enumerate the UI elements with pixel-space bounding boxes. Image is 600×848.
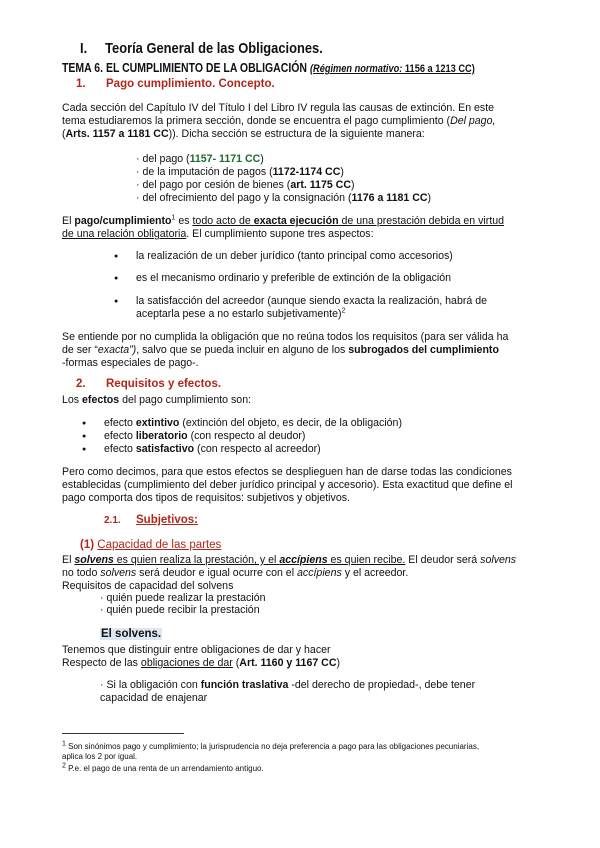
definition-line-2: de una relación obligatoria. El cumplimiento supone tres aspectos: bbox=[62, 228, 374, 240]
footnote-2: $^2$ P.e. el pago de una renta de un arrendamiento antiguo. bbox=[62, 762, 264, 773]
capacidad-title: Requisitos de capacidad del solvens bbox=[62, 580, 234, 592]
intro-line-1: Cada sección del Capítulo IV del Título I del Libro IV regula las causas de extinción. En este bbox=[62, 102, 495, 114]
regimen-label: (Régimen normativo: bbox=[309, 63, 403, 75]
chapter-heading bbox=[80, 40, 323, 57]
capacidad-item: · quién puede realizar la prestación bbox=[100, 592, 266, 604]
requisitos-line-3: pago comporta dos tipos de requisitos: subjetivos y objetivos. bbox=[62, 492, 350, 504]
section-number: (1) bbox=[80, 539, 95, 551]
requisitos-line-1: Pero como decimos, para que estos efectos se desplieguen han de darse todas las condiciones bbox=[62, 466, 512, 478]
section-title: Requisitos y efectos. bbox=[106, 378, 222, 390]
aspect-item-continued: aceptarla pese a no estarlo subjetivamente)$^2$ bbox=[136, 307, 346, 320]
section-number: 2.1. bbox=[104, 515, 121, 526]
structure-item: · del ofrecimiento del pago y la consignación (1176 a 1181 CC) bbox=[136, 192, 432, 204]
section-title: Capacidad de las partes bbox=[97, 539, 222, 551]
chapter-number: I. bbox=[80, 40, 88, 57]
footnote-ref-1: 1 bbox=[171, 214, 176, 222]
solvens-def-line-1: El solvens es quien realiza la prestación, y el accípiens es quien recibe. El deudor será solvens bbox=[62, 554, 517, 566]
footnote-separator bbox=[62, 733, 184, 734]
intro-line-3: (Arts. 1157 a 1181 CC)). Dicha sección se estructura de la siguiente manera: bbox=[62, 128, 425, 140]
efectos-intro: Los efectos del pago cumplimiento son: bbox=[62, 394, 252, 406]
section-1-heading bbox=[76, 78, 275, 91]
chapter-title: Teoría General de las Obligaciones. bbox=[105, 40, 323, 57]
aspect-item: ● es el mecanismo ordinario y preferible de extinción de la obligación bbox=[136, 272, 451, 285]
section-number: 2. bbox=[76, 378, 86, 390]
capacidad-item: · quién puede recibir la prestación bbox=[100, 604, 260, 616]
solvens-def-line-2: no todo solvens será deudor e igual ocurre con el accípiens y el acreedor. bbox=[62, 567, 409, 579]
solvens-heading: El solvens. bbox=[101, 628, 162, 640]
nocumplida-line-3: -formas especiales de pago-. bbox=[62, 357, 199, 369]
regimen-value: 1156 a 1213 CC) bbox=[402, 63, 475, 75]
traslativa-line-1: · Si la obligación con función traslativa -del derecho de propiedad-, debe tener bbox=[100, 679, 476, 691]
efecto-item: ● efecto satisfactivo (con respecto al acreedor) bbox=[104, 443, 321, 456]
distinguir-line-2: Respecto de las obligaciones de dar (Art. 1160 y 1167 CC) bbox=[62, 657, 341, 669]
section-2-1-heading bbox=[104, 514, 198, 527]
distinguir-line-1: Tenemos que distinguir entre obligaciones de dar y hacer bbox=[62, 644, 331, 656]
requisitos-line-2: establecidas (cumplimiento del deber jurídico principal y accesorio). Esta exactitud que define el bbox=[62, 479, 513, 491]
section-2-heading bbox=[76, 378, 221, 391]
intro-line-2: tema estudiaremos la primera sección, donde se encuentra el pago cumplimiento (Del pago, bbox=[62, 115, 496, 127]
structure-item: · del pago por cesión de bienes (art. 1175 CC) bbox=[136, 179, 355, 191]
section-title: Pago cumplimiento. Concepto. bbox=[106, 78, 275, 90]
definition-line-1: El pago/cumplimiento$^1$ es todo acto de exacta ejecución de una prestación debida en virtud bbox=[62, 214, 505, 227]
structure-item: · del pago (1157- 1171 CC) bbox=[136, 153, 264, 165]
section-number: 1. bbox=[76, 78, 86, 90]
footnote-ref-2: 2 bbox=[341, 307, 346, 315]
footnote-1: $^1$ Son sinónimos pago y cumplimiento; la jurisprudencia no deja preferencia a pago para las obligaciones pecuniarias, bbox=[62, 740, 480, 751]
tema-heading bbox=[62, 61, 475, 76]
efecto-item: ● efecto extintivo (extinción del objeto, es decir, de la obligación) bbox=[104, 417, 402, 430]
structure-item: · de la imputación de pagos (1172-1174 CC) bbox=[136, 166, 344, 178]
nocumplida-line-2: de ser “exacta”), salvo que se pueda incluir en alguno de los subrogados del cumplimiento bbox=[62, 344, 499, 356]
aspect-item: ● la realización de un deber jurídico (tanto principal como accesorios) bbox=[136, 250, 453, 263]
aspect-item: ● la satisfacción del acreedor (aunque siendo exacta la realización, habrá de bbox=[136, 295, 487, 308]
efecto-item: ● efecto liberatorio (con respecto al deudor) bbox=[104, 430, 305, 443]
tema-title: TEMA 6. EL CUMPLIMIENTO DE LA OBLIGACIÓN bbox=[62, 61, 308, 75]
footnote-1-continued: aplica los 2 por igual. bbox=[62, 752, 138, 761]
traslativa-line-2: capacidad de enajenar bbox=[100, 692, 208, 704]
nocumplida-line-1: Se entiende por no cumplida la obligación que no reúna todos los requisitos (para ser válida ha bbox=[62, 331, 509, 343]
capacidad-heading bbox=[80, 539, 221, 552]
section-title: Subjetivos: bbox=[136, 514, 198, 526]
